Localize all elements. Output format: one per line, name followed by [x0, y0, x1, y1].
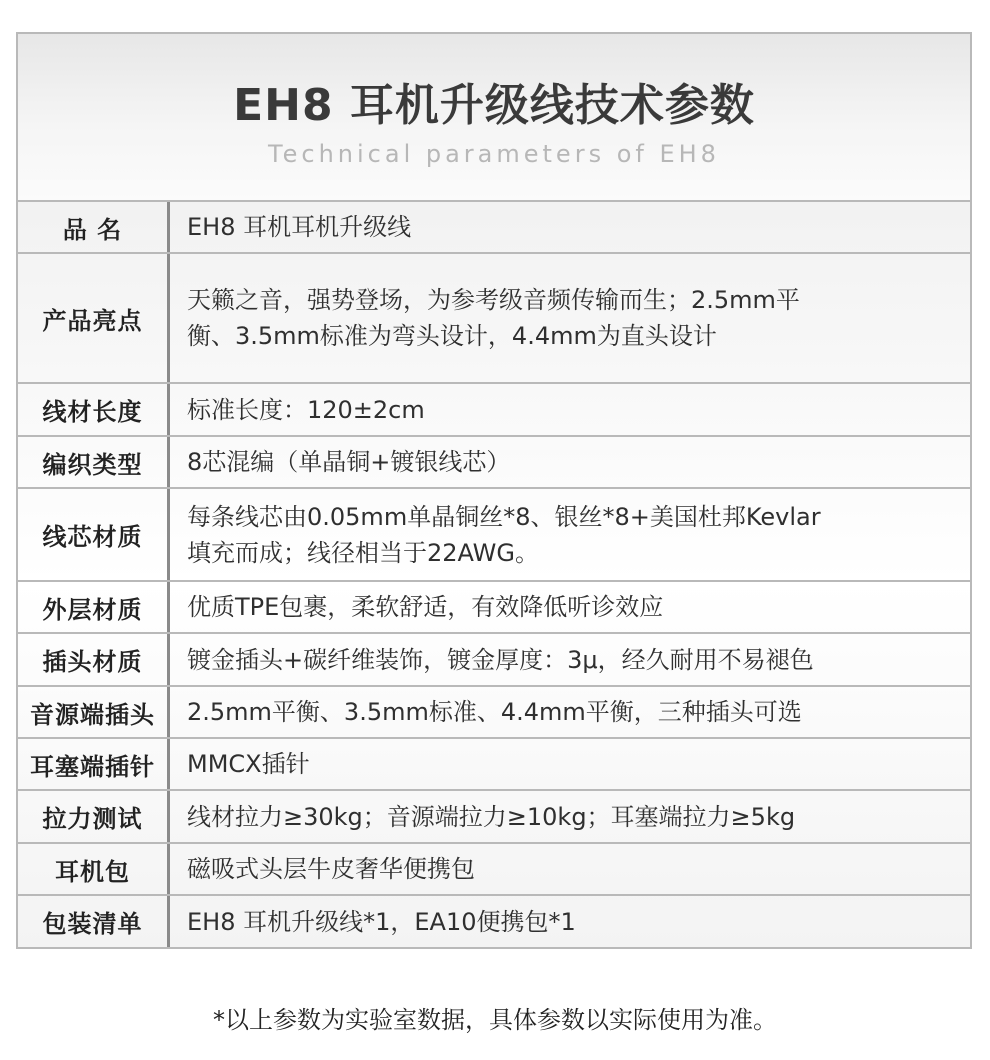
spec-row-highlights [18, 254, 970, 384]
spec-value: 线材拉力≥30kg；音源端拉力≥10kg；耳塞端拉力≥5kg [187, 802, 796, 831]
spec-row-source-plug [18, 687, 970, 739]
spec-label: 编织类型 [18, 437, 170, 487]
spec-row-earpiece-pin [18, 739, 970, 791]
spec-label: 耳塞端插针 [18, 739, 170, 789]
spec-value: 每条线芯由0.05mm单晶铜丝*8、银丝*8+美国杜邦Kevlar 填充而成；线径相当于22AWG。 [187, 502, 821, 567]
spec-label: 外层材质 [18, 582, 170, 632]
spec-row-package-contents [18, 896, 970, 947]
spec-label: 产品亮点 [18, 254, 170, 382]
spec-row-braid-type [18, 437, 970, 489]
spec-value: 镀金插头+碳纤维装饰，镀金厚度：3μ，经久耐用不易褪色 [187, 645, 814, 674]
spec-row-case [18, 844, 970, 896]
spec-row-product-name [18, 202, 970, 254]
spec-value: EH8 耳机升级线*1，EA10便携包*1 [187, 907, 576, 936]
page-subtitle: Technical parameters of EH8 [268, 140, 720, 168]
spec-label: 线材长度 [18, 384, 170, 435]
spec-value: MMCX插针 [187, 750, 310, 778]
spec-row-core-material [18, 489, 970, 582]
spec-value: 天籁之音，强势登场，为参考级音频传输而生；2.5mm平 衡、3.5mm标准为弯头设计，4.4mm为直头设计 [187, 286, 800, 350]
spec-label: 品 名 [18, 202, 170, 252]
spec-row-plug-material [18, 634, 970, 687]
spec-label: 包装清单 [18, 896, 170, 947]
spec-value: 优质TPE包裹，柔软舒适，有效降低听诊效应 [187, 593, 664, 621]
spec-label: 线芯材质 [18, 489, 170, 580]
spec-row-tensile-test [18, 791, 970, 844]
spec-value: 2.5mm平衡、3.5mm标准、4.4mm平衡，三种插头可选 [187, 698, 802, 726]
spec-row-cable-length [18, 384, 970, 437]
spec-sheet [16, 32, 972, 949]
spec-value: 标准长度：120±2cm [187, 395, 425, 424]
spec-label: 音源端插头 [18, 687, 170, 737]
spec-label: 插头材质 [18, 634, 170, 685]
spec-row-outer-material [18, 582, 970, 634]
spec-header [18, 34, 970, 202]
spec-label: 耳机包 [18, 844, 170, 894]
spec-value: EH8 耳机耳机升级线 [187, 213, 412, 241]
spec-value: 8芯混编（单晶铜+镀银线芯） [187, 448, 511, 476]
spec-table [18, 202, 970, 947]
footnote: *以上参数为实验室数据，具体参数以实际使用为准。 [213, 1006, 777, 1034]
page-title: EH8 耳机升级线技术参数 [233, 80, 755, 131]
spec-value: 磁吸式头层牛皮奢华便携包 [187, 855, 475, 883]
spec-label: 拉力测试 [18, 791, 170, 842]
